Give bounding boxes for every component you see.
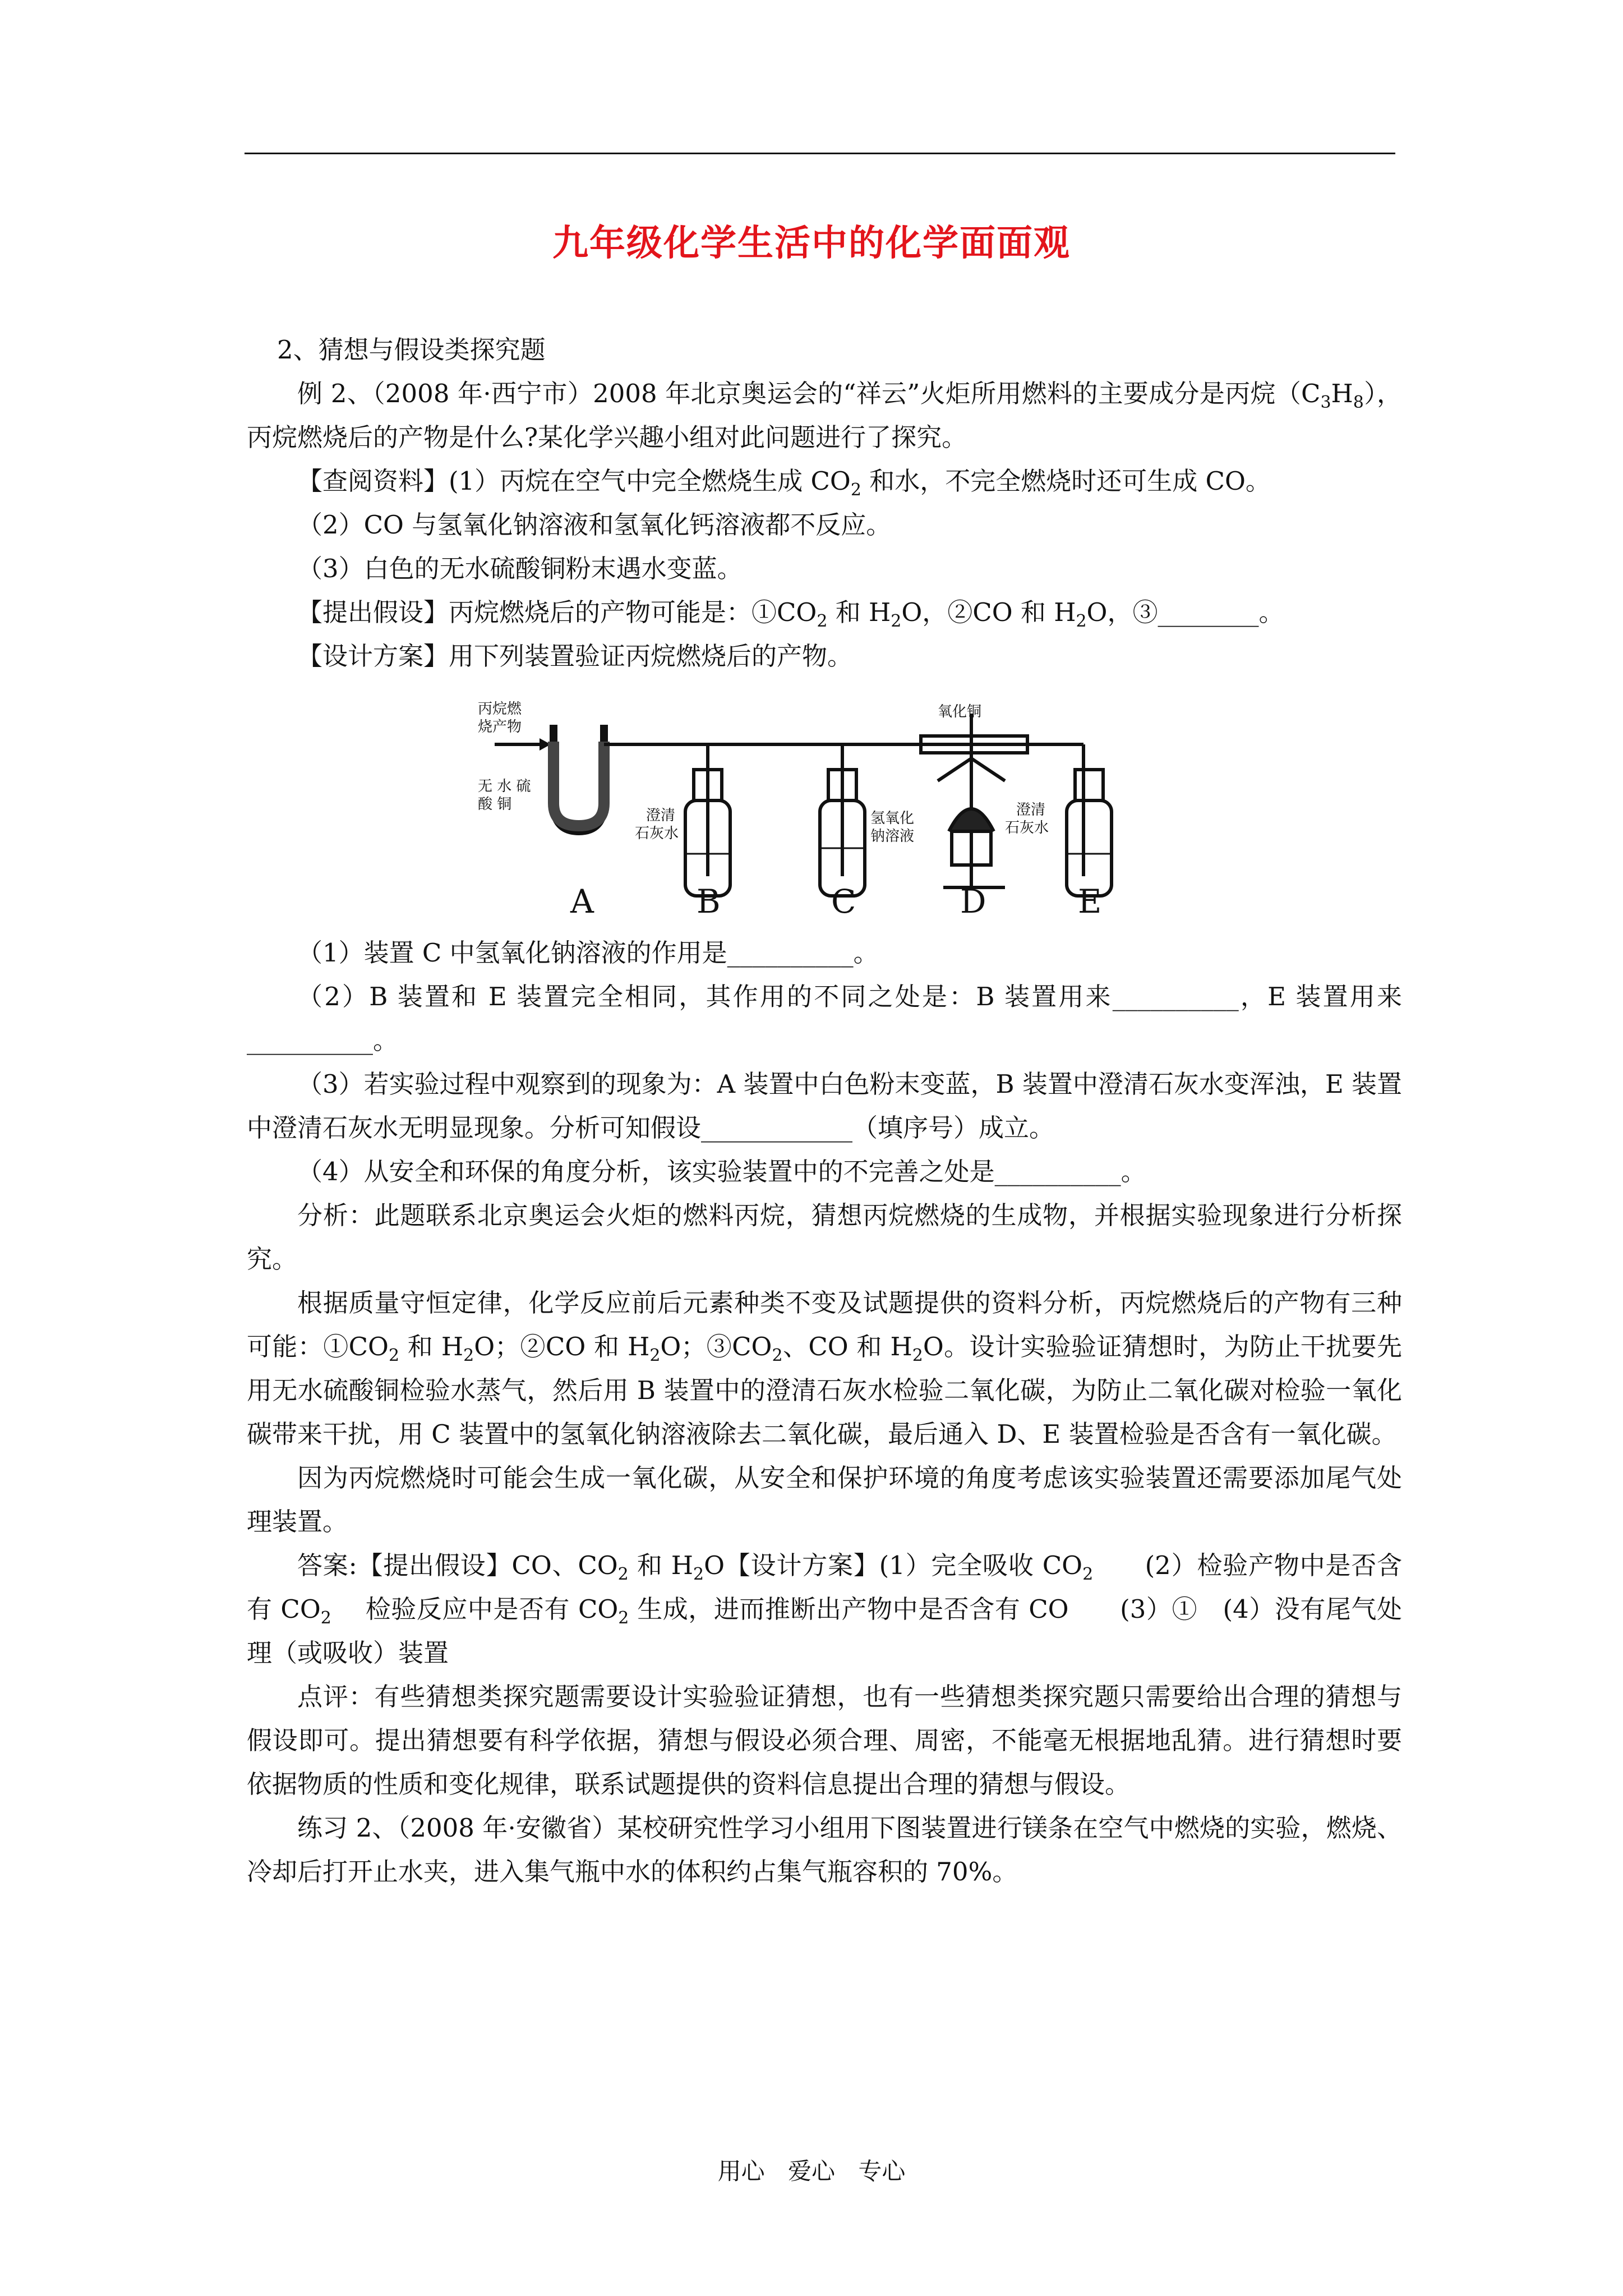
page-title: 九年级化学生活中的化学面面观 (552, 222, 1071, 264)
question-4: （4）从安全和环保的角度分析，该实验装置中的不完善之处是__________。 (297, 1157, 1146, 1186)
apparatus-diagram (478, 691, 1184, 917)
design-plan: 【设计方案】用下列装置验证丙烷燃烧后的产物。 (297, 641, 853, 671)
reference-3: （3）白色的无水硫酸铜粉末遇水变蓝。 (297, 554, 743, 583)
page-footer: 用心 爱心 专心 (717, 2157, 906, 2185)
analysis-1: 分析：此题联系北京奥运会火炬的燃料丙烷，猜想丙烷燃烧的生成物，并根据实验现象进行分析探究。 (247, 1200, 1402, 1274)
answer: 答案:【提出假设】CO、$CO_2$ 和 $H_2O$【设计方案】(1）完全吸收 $CO_2$ (2）检验产物中是否含有 $CO_2$ 检验反应中是否有 $CO_2$ 生成，进而推断出产物中是否含有 CO (3）① (4）没有尾气处理（或吸收）装置 (247, 1550, 1403, 1668)
label-input-1: 丙烷燃 (478, 701, 522, 717)
header-rule (245, 153, 1395, 154)
label-cuso4-1: 无 水 硫 (478, 778, 531, 795)
exercise: 练习 2、（2008 年·安徽省）某校研究性学习小组用下图装置进行镁条在空气中燃烧的实验，燃烧、冷却后打开止水夹，进入集气瓶中水的体积约占集气瓶容积的 70%。 (247, 1813, 1402, 1887)
flame (949, 809, 994, 831)
letter-a: A (570, 882, 594, 917)
letter-b: B (697, 882, 721, 917)
questions-block (247, 931, 1402, 1894)
example-intro: 例 2、（2008 年·西宁市）2008 年北京奥运会的“祥云”火炬所用燃料的主要成分是丙烷$(C_3H_8)$，丙烷燃烧后的产物是什么?某化学兴趣小组对此问题进行了探究。 (247, 379, 1402, 452)
question-2: （2）B 装置和 E 装置完全相同，其作用的不同之处是：B 装置用来__________，E 装置用来__________。 (247, 982, 1402, 1055)
hypothesis: 【提出假设】丙烷燃烧后的产物可能是：$①CO_2$ 和 $H_2O$，②CO 和 $H_2O$，③________。 (297, 597, 1284, 631)
label-input-2: 烧产物 (478, 719, 522, 735)
label-limewater-b-2: 石灰水 (635, 825, 679, 842)
analysis-3: 因为丙烷燃烧时可能会生成一氧化碳，从安全和保护环境的角度考虑该实验装置还需要添加尾气处理装置。 (247, 1463, 1402, 1536)
analysis-2: 根据质量守恒定律，化学反应前后元素种类不变及试题提供的资料分析，丙烷燃烧后的产物有三种可能：$①CO_2$ 和 $H_2O$；②CO 和 $H_2O$；$③CO_2$、CO 和 $H_2O$。设计实验验证猜想时，为防止干扰要先用无水硫酸铜检验水蒸气，然后用 B 装置中的澄清石灰水检验二氧化碳，为防止二氧化碳对检验一氧化碳带来干扰，用 C 装置中的氢氧化钠溶液除去二氧化碳，最后通入 D、E 装置检验是否含有一氧化碳。 (247, 1288, 1402, 1449)
letter-d: D (960, 882, 986, 917)
section-heading: 2、猜想与假设类探究题 (277, 335, 546, 365)
letter-e: E (1078, 882, 1102, 917)
bottle-e (1067, 800, 1112, 896)
label-naoh-2: 钠溶液 (870, 828, 915, 845)
label-limewater-e-1: 澄清 (1016, 802, 1046, 818)
label-cuo: 氧化铜 (938, 703, 982, 720)
label-cuso4-2: 酸 铜 (478, 796, 512, 813)
label-limewater-e-2: 石灰水 (1005, 820, 1049, 836)
question-3: （3）若实验过程中观察到的现象为：A 装置中白色粉末变蓝，B 装置中澄清石灰水变浑浊，E 装置中澄清石灰水无明显现象。分析可知假设____________（填序号）成立。 (247, 1069, 1402, 1143)
label-limewater-b-1: 澄清 (646, 807, 676, 824)
label-naoh-1: 氢氧化 (870, 810, 915, 827)
example-block (247, 328, 1402, 678)
question-1: （1）装置 C 中氢氧化钠溶液的作用是__________。 (297, 938, 879, 968)
letter-c: C (831, 882, 856, 917)
comment: 点评：有些猜想类探究题需要设计实验验证猜想，也有一些猜想类探究题只需要给出合理的猜想与假设即可。提出猜想要有科学依据，猜想与假设必须合理、周密，不能毫无根据地乱猜。进行猜想时要依据物质的性质和变化规律，联系试题提供的资料信息提出合理的猜想与假设。 (247, 1682, 1402, 1799)
reference-1: 【查阅资料】(1）丙烷在空气中完全燃烧生成 $CO_2$ 和水，不完全燃烧时还可生成 CO。 (297, 466, 1271, 500)
reference-2: （2）CO 与氢氧化钠溶液和氢氧化钙溶液都不反应。 (297, 510, 892, 540)
